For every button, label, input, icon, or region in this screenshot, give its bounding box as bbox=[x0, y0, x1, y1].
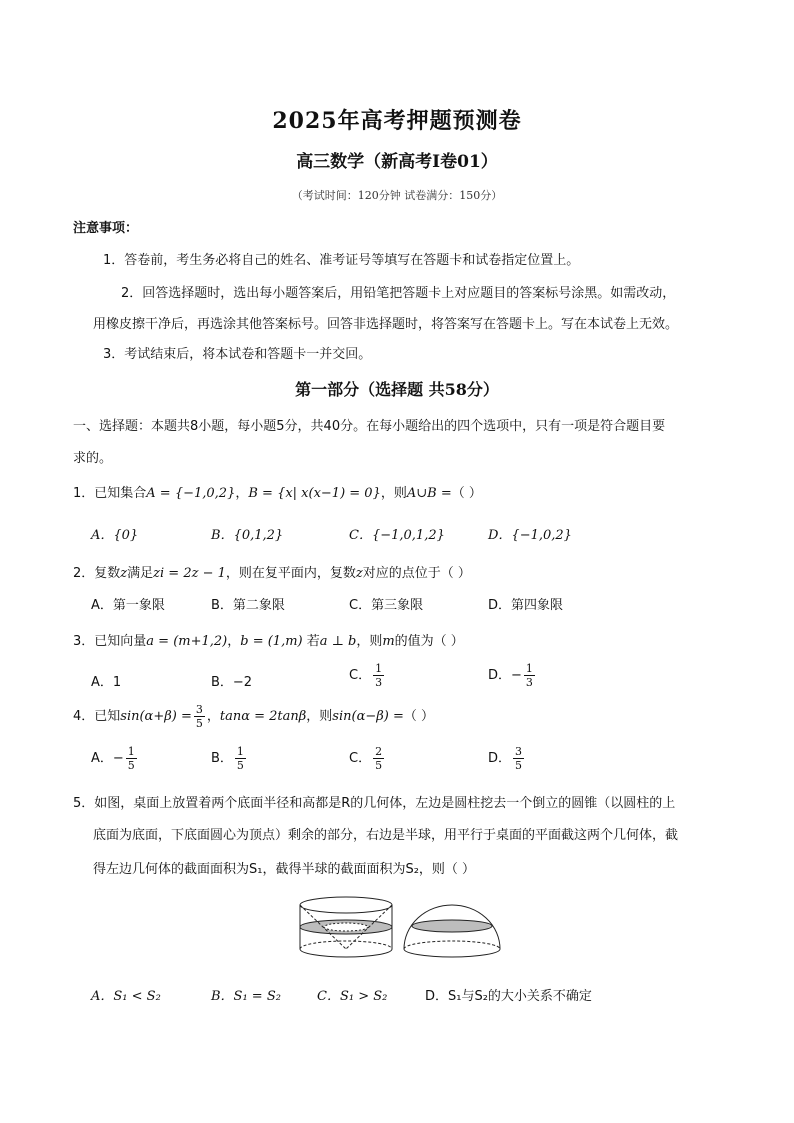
question-5-line-2: 底面为底面，下底面圆心为顶点）剩余的部分，右边是半球，用平行于桌面的平面截这两个几何体，截 bbox=[93, 828, 679, 843]
question-4: 4．已知sin(α+β) = $\frac{3}{5}$ ，tanα = 2tanβ，则sin(α−β) =（ ） bbox=[73, 703, 434, 730]
vector-b: b = (1,m) bbox=[240, 634, 303, 649]
section-title: 第一部分（选择题 共58分） bbox=[295, 380, 499, 399]
q4-option-b[interactable] bbox=[211, 745, 248, 772]
exam-info: （考试时间：120分钟 试卷满分：150分） bbox=[291, 189, 503, 202]
question-3-tail: 的值为（ ） bbox=[394, 634, 464, 649]
q3-option-c[interactable] bbox=[349, 662, 386, 689]
question-4-then: ，则 bbox=[306, 709, 333, 724]
page-title: 2025年高考押题预测卷 bbox=[272, 108, 522, 134]
question-3-if: 若 bbox=[306, 634, 320, 649]
q2-option-c[interactable]: C．第三象限 bbox=[349, 598, 424, 613]
q4-option-d[interactable] bbox=[488, 745, 526, 772]
question-3: 3．已知向量a = (m+1,2)，b = (1,m) 若a ⊥ b，则m的值为（ ） bbox=[73, 634, 464, 649]
sin-sum-expr: sin(α+β) = bbox=[120, 709, 192, 724]
q4-option-b-label: B． bbox=[211, 751, 233, 766]
sin-diff-expr: sin(α−β) = bbox=[332, 709, 404, 724]
vector-a: a = (m+1,2) bbox=[146, 634, 228, 649]
question-1: 1．已知集合A = {−1,0,2}，B = {x| x(x−1) = 0}，则A∪B =（ ） bbox=[73, 486, 482, 501]
q2-option-a[interactable]: A．第一象限 bbox=[91, 598, 165, 613]
question-2-cond-text: 满足 bbox=[127, 566, 154, 581]
q4-option-a-label: A．− bbox=[91, 751, 124, 766]
question-1-prefix: 1．已知集合 bbox=[73, 486, 147, 501]
q2-option-b[interactable]: B．第二象限 bbox=[211, 598, 285, 613]
tan-relation: tanα = 2tanβ bbox=[219, 709, 307, 724]
q5-option-d[interactable]: D．S₁与S₂的大小关系不确定 bbox=[425, 989, 592, 1004]
complex-z: z bbox=[120, 566, 128, 581]
question-1-ask: ，则 bbox=[380, 486, 407, 501]
fraction: $\frac{3}{5}$ bbox=[195, 703, 203, 730]
fraction: $\frac{1}{5}$ bbox=[127, 745, 135, 772]
note-item-2-line-2: 用橡皮擦干净后，再选涂其他答案标号。回答非选择题时，将答案写在答题卡上。写在本试卷上无效。 bbox=[93, 317, 679, 332]
q1-option-c[interactable]: C．{−1,0,1,2} bbox=[349, 528, 445, 543]
note-item-1: 1．答卷前，考生务必将自己的姓名、准考证号等填写在答题卡和试卷指定位置上。 bbox=[103, 253, 580, 268]
q3-option-d[interactable] bbox=[488, 662, 537, 689]
variable-m: m bbox=[382, 634, 395, 649]
set-a: A = {−1,0,2} bbox=[146, 486, 236, 501]
question-2-rest: ，则在复平面内，复数 bbox=[225, 566, 356, 581]
note-item-3: 3．考试结束后，将本试卷和答题卡一并交回。 bbox=[103, 347, 372, 362]
q5-option-c[interactable]: C．S₁ > S₂ bbox=[317, 989, 388, 1004]
geometry-figure bbox=[296, 893, 502, 965]
section-intro-line-2: 求的。 bbox=[73, 451, 113, 466]
q4-option-a[interactable] bbox=[91, 745, 139, 772]
question-5-line-3: 得左边几何体的截面面积为S₁，截得半球的截面面积为S₂，则（ ） bbox=[93, 862, 476, 877]
section-intro-line-1: 一、选择题：本题共8小题，每小题5分，共40分。在每小题给出的四个选项中，只有一项是符合题目要 bbox=[73, 419, 666, 434]
q2-option-d[interactable]: D．第四象限 bbox=[488, 598, 564, 613]
q3-option-d-label: D．− bbox=[488, 668, 522, 683]
q4-option-d-label: D． bbox=[488, 751, 512, 766]
q1-option-d[interactable]: D．{−1,0,2} bbox=[488, 528, 572, 543]
notes-heading: 注意事项： bbox=[73, 221, 139, 236]
question-4-prefix: 4．已知 bbox=[73, 709, 121, 724]
complex-z-2: z bbox=[355, 566, 363, 581]
question-5-line-1: 5．如图，桌面上放置着两个底面半径和高都是R的几何体，左边是圆柱挖去一个倒立的圆锥（以圆柱的上 bbox=[73, 796, 676, 811]
fraction: $\frac{3}{5}$ bbox=[515, 745, 523, 772]
question-2 bbox=[73, 562, 471, 581]
question-1-tail: （ ） bbox=[451, 486, 482, 501]
cylinder-minus-cone-shape bbox=[300, 897, 392, 957]
q1-option-b[interactable]: B．{0,1,2} bbox=[211, 528, 284, 543]
fraction: $\frac{1}{5}$ bbox=[236, 745, 244, 772]
fraction: $\frac{2}{5}$ bbox=[375, 745, 383, 772]
note-item-2-line-1: 2．回答选择题时，选出每小题答案后，用铅笔把答题卡上对应题目的答案标号涂黑。如需改动， bbox=[121, 286, 676, 301]
question-2-rest2: 对应的点位于（ ） bbox=[362, 566, 471, 581]
fraction: $\frac{1}{3}$ bbox=[375, 662, 383, 689]
q1-option-a[interactable]: A．{0} bbox=[91, 528, 139, 543]
q3-option-c-label: C． bbox=[349, 668, 372, 683]
q5-option-b[interactable]: B．S₁ = S₂ bbox=[211, 989, 281, 1004]
hemisphere-shape bbox=[404, 905, 500, 957]
fraction: $\frac{1}{3}$ bbox=[525, 662, 533, 689]
question-4-tail: （ ） bbox=[403, 709, 434, 724]
page-subtitle: 高三数学（新高考Ⅰ卷01） bbox=[296, 152, 498, 172]
union-expr: A∪B = bbox=[406, 486, 452, 501]
question-2-prefix: 2．复数 bbox=[73, 566, 121, 581]
question-3-then: ，则 bbox=[356, 634, 383, 649]
q3-option-b[interactable]: B．−2 bbox=[211, 675, 253, 690]
q3-option-a[interactable]: A．1 bbox=[91, 675, 122, 690]
q4-option-c[interactable] bbox=[349, 745, 386, 772]
question-3-prefix: 3．已知向量 bbox=[73, 634, 147, 649]
set-b: B = {x| x(x−1) = 0} bbox=[248, 486, 381, 501]
q5-option-a[interactable]: A．S₁ < S₂ bbox=[91, 989, 161, 1004]
q4-option-c-label: C． bbox=[349, 751, 372, 766]
perp-condition: a ⊥ b bbox=[319, 634, 357, 649]
complex-condition: zi = 2z − 1 bbox=[153, 566, 226, 581]
